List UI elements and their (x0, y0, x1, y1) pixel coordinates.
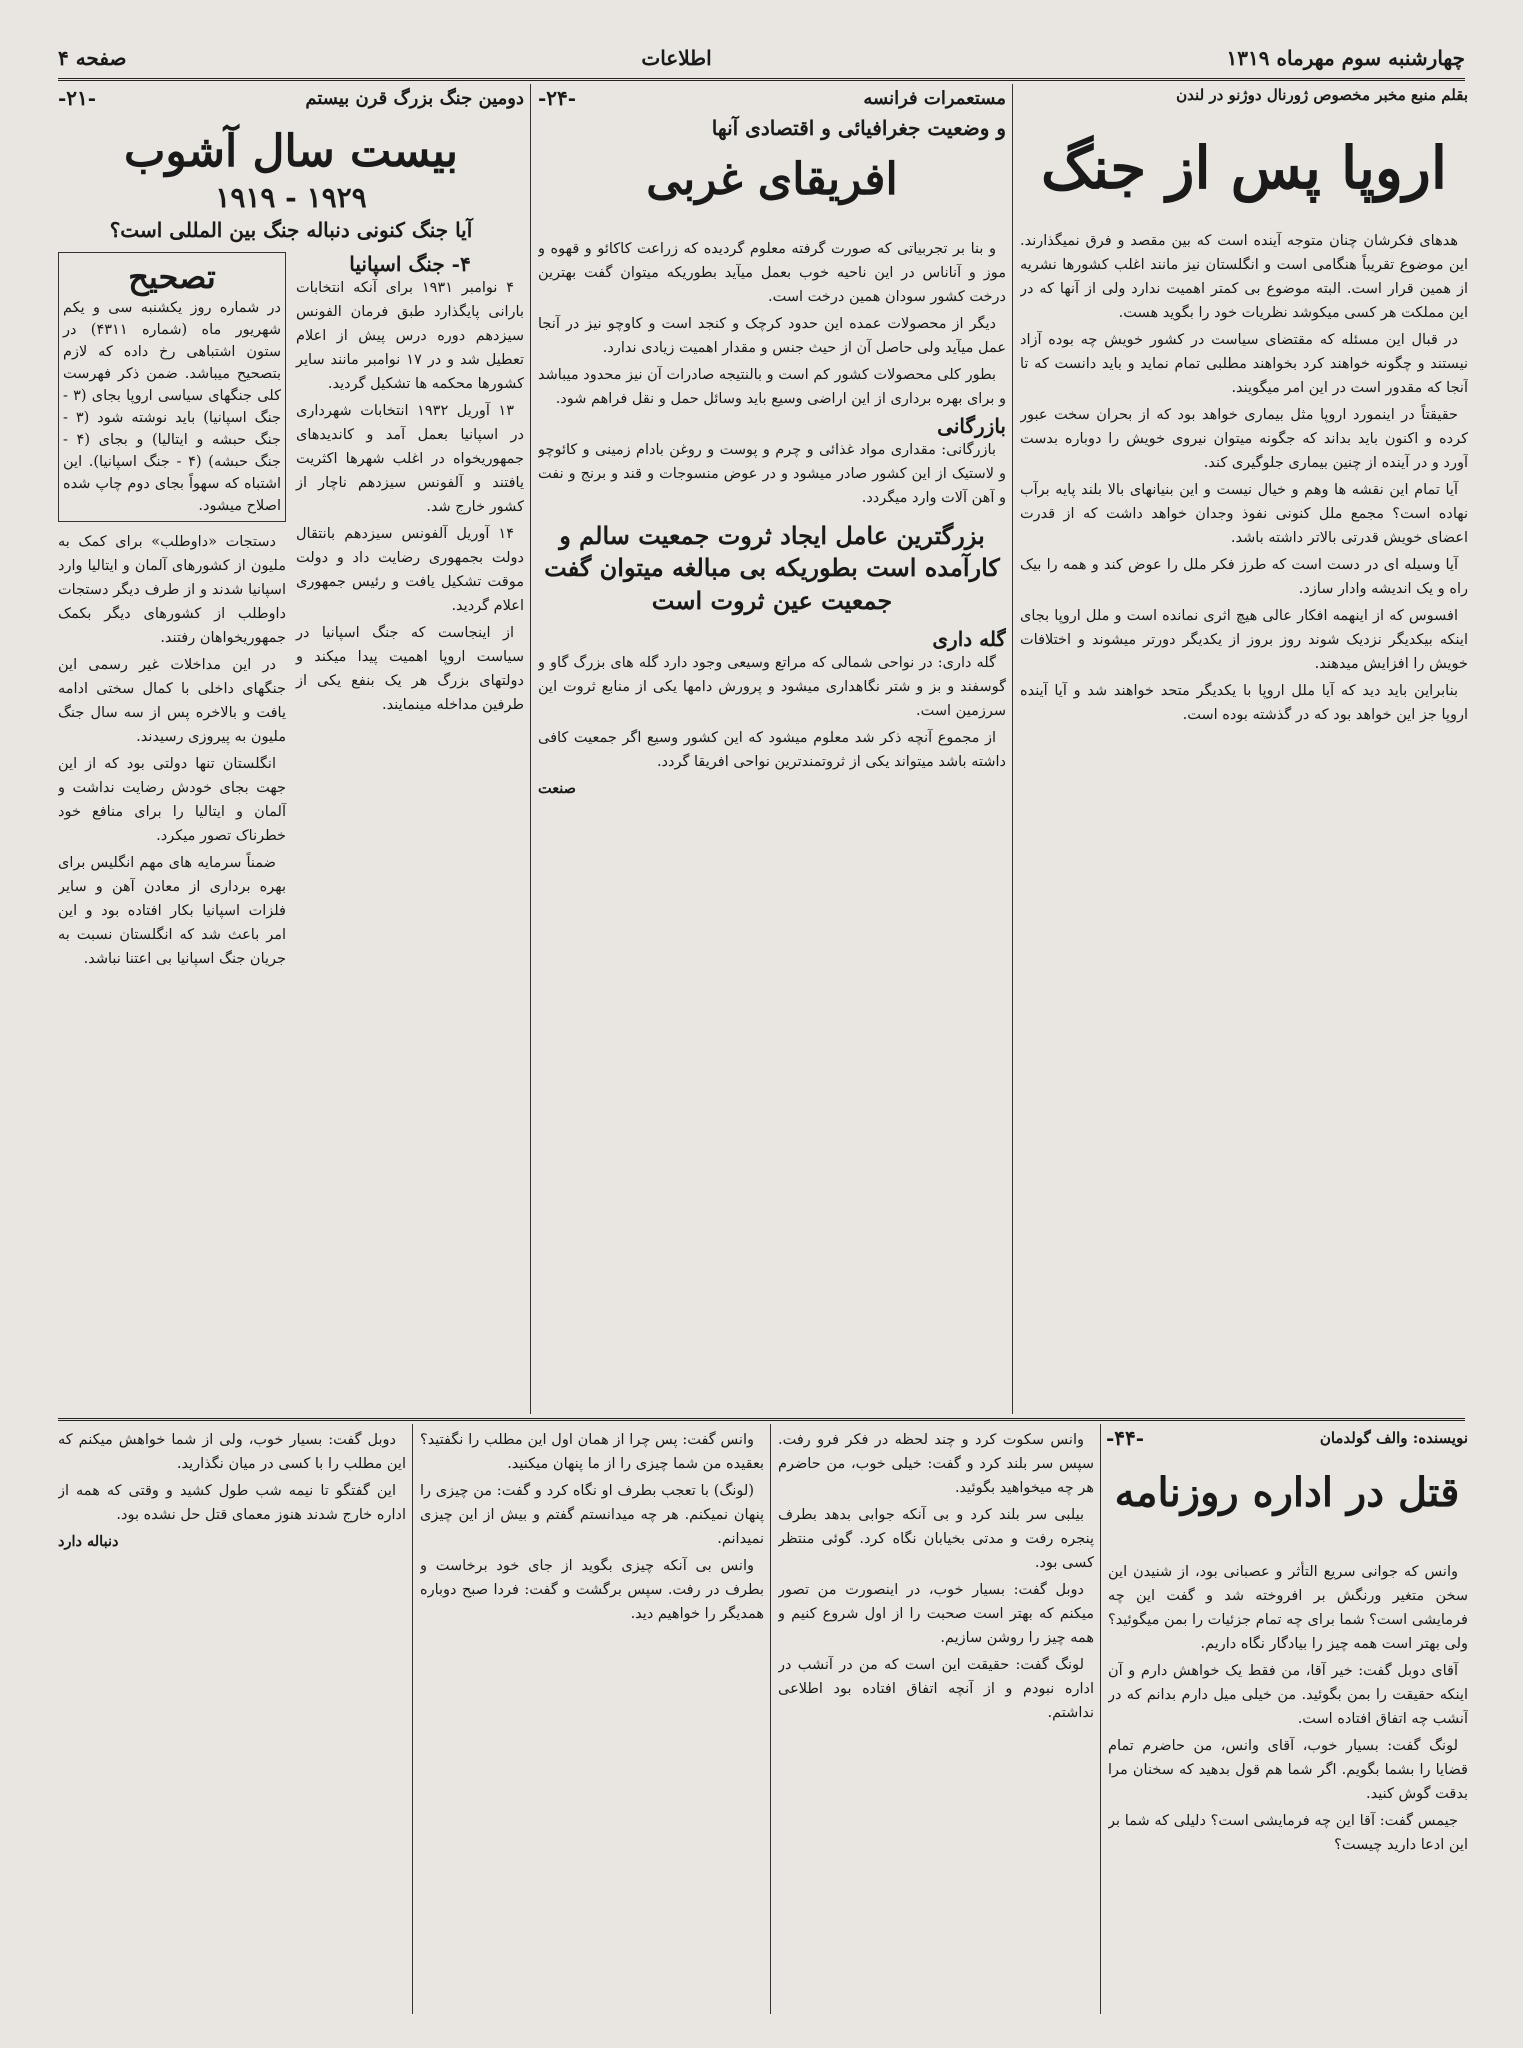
section-divider (58, 1418, 1465, 1421)
europe-paragraph: در قبال این مسئله که مقتضای سیاست در کشور خویش چه بوده آزاد نیستند و چگونه خواهند کرد بخواهند مطلبی تمام نماید و باید دانست که تا آنجا که مقدور است در این امر میگویند. (1020, 331, 1468, 396)
twenty-years-years: ۱۹۲۹ - ۱۹۱۹ (215, 181, 367, 214)
africa-subtitle: و وضعیت جغرافیائی و اقتصادی آنها (711, 116, 1006, 140)
column-rule (1100, 1424, 1101, 2014)
header-paper-name: اطلاعات (641, 46, 712, 70)
serial-paragraph: جیمس گفت: آقا این چه فرمایشی است؟ دلیلی که شما بر این ادعا دارید چیست؟ (1108, 1813, 1468, 1853)
serial-paragraph: وانس گفت: پس چرا از همان اول این مطلب را نگفتید؟ بعقیده من شما چیزی را از ما پنهان میکنید. (420, 1432, 764, 1472)
correction-title: تصحیح (128, 257, 216, 296)
column-rule (530, 84, 531, 1414)
correction-text: در شماره روز یکشنبه سی و یکم شهریور ماه (شماره ۴۳۱۱) در ستون اشتباهی رخ داده که لازم بتصحیح میباشد. ضمن ذکر فهرست کلی جنگهای سیاسی اروپا بجای (۳ - جنگ اسپانیا) باید نوشته شود (۳ - جنگ حبشه و ایتالیا) و بجای (۴ - جنگ حبشه) (۴ - جنگ اسپانیا). این اشتباه که سهواً بجای دوم چاپ شده اصلاح میشود. (63, 299, 281, 514)
africa-paragraph: و بنا بر تجربیاتی که صورت گرفته معلوم گردیده که زراعت کاکائو و قهوه و موز و آناناس در این ناحیه خوب بعمل میآید بطوریکه میتوان گفت بهترین درخت کشور سودان همین درخت است. (538, 241, 1006, 305)
twenty-years-paragraph: در این مداخلات غیر رسمی این جنگهای داخلی با کمال سختی ادامه یافت و بالاخره پس از سه سال جنگ ملیون به پیروزی رسیدند. (58, 656, 286, 745)
twenty-years-paragraph: دستجات «داوطلب» برای کمک به ملیون از کشورهای آلمان و ایتالیا وارد اسپانیا شدند و از طرف دیگر دستجات داوطلب از کشورهای دیگر بکمک جمهوریخواهان رفتند. (58, 533, 286, 646)
serial-column-2 (778, 1428, 1094, 2010)
column-rule (770, 1424, 771, 2014)
africa-signature: صنعت (538, 780, 576, 798)
serial-paragraph: بیلبی سر بلند کرد و بی آنکه جوابی بدهد بطرف پنجره رفت و مدتی بخیابان نگاه کرد. گوئی منتظر کسی بود. (778, 1507, 1094, 1571)
serial-paragraph: دوبل گفت: بسیار خوب، در اینصورت من تصور میکنم که بهتر است صحبت را از اول شروع کنیم و همه چیز را روشن سازیم. (778, 1582, 1094, 1646)
africa-paragraph: بازرگانی: مقداری مواد غذائی و چرم و پوست و روغن بادام زمینی و کائوچو و لاستیک از این کشور صادر میشود و در عوض منسوجات و قند و برنج و نفت و آهن آلات وارد میگردد. (538, 442, 1006, 506)
africa-headline: افریقای غربی (646, 154, 898, 205)
africa-paragraph: دیگر از محصولات عمده این حدود کرچک و کنجد است و کاوچو نیز در آنجا عمل میآید ولی حاصل آن از حیث جنس و مقدار اهمیت زیادی ندارد. (538, 316, 1006, 356)
serial-column-4 (58, 1428, 406, 2010)
article-africa (538, 86, 1006, 1412)
article-twenty-years (58, 86, 524, 1412)
africa-kicker: مستعمرات فرانسه (863, 87, 1006, 109)
africa-paragraph: از مجموع آنچه ذکر شد معلوم میشود که این کشور وسیع اگر جمعیت کافی داشته باشد میتواند یکی از ثروتمندترین نواحی افریقا گردد. (538, 730, 1006, 771)
header-date: چهارشنبه سوم مهرماه ۱۳۱۹ (1226, 46, 1465, 70)
africa-page-number: -۲۴- (538, 86, 577, 110)
twenty-years-paragraph: ۴ نوامبر ۱۹۳۱ برای آنکه انتخابات بارانی پایگذارد طبق فرمان الفونس سیزدهم دوره درس پیش از اعلام تعطیل شد و در ۱۷ نوامبر مانند سایر کشورها محکمه ها تشکیل گردید. (296, 279, 524, 392)
twenty-years-headline: بیست سال آشوب (123, 126, 459, 177)
page-header (58, 38, 1465, 81)
serial-paragraph: لونگ گفت: حقیقت این است که من در آنشب در اداره نبودم و از آنچه اتفاق افتاده بود اطلاعی نداشتم. (778, 1657, 1094, 1721)
twenty-years-body-left (58, 252, 286, 974)
africa-livestock-heading: گله داری (932, 627, 1006, 652)
serial-column-1 (1108, 1560, 1468, 2010)
europe-paragraph: بنابراین باید دید که آیا ملل اروپا با یکدیگر متحد خواهند شد و آیا آینده اروپا جز این خواهد بود که در گذشته بوده است. (1020, 682, 1468, 723)
twenty-years-paragraph: ضمناً سرمایه های مهم انگلیس برای بهره برداری از معادن آهن و سایر فلزات اسپانیا بکار افتاده بود و این امر باعث شد که انگلستان نسبت به جریان جنگ اسپانیا بی اعتنا نباشد. (58, 854, 286, 967)
serial-continued: دنباله دارد (58, 1533, 119, 1550)
serial-author: نویسنده: والف گولدمان (1319, 1429, 1468, 1447)
twenty-years-body-right (296, 252, 524, 974)
europe-paragraph: هدهای فکرشان چنان متوجه آینده است که بین مقصد و فرق نمیگذارند. این موضوع تقریباً هنگامی است و انگلستان نیز مانند اغلب کشورها نشریه از همین قرار است. البته موضوع بی کمتر اهمیت ندارد ولی از آنها که در این مملکت هر کسی میکوشد نظریات خود را بگوید هست. (1020, 232, 1468, 321)
twenty-years-page-number: -۲۱- (58, 86, 97, 110)
serial-paragraph: آقای دوبل گفت: خیر آقا، من فقط یک خواهش دارم و آن اینکه حقیقت را بمن بگوئید. من خیلی میل دارم بدانم که در آنشب چه اتفاق افتاده است. (1108, 1663, 1468, 1727)
serial-paragraph: وانس که جوانی سریع التأثر و عصبانی بود، از شنیدن این سخن متغیر ورنگش بر افروخته شد و گفت این چه فرمایشی است؟ شما برای چه تمام جزئیات را بمن میگوئید؟ ولی بهتر است همه چیز را بیادگار نگاه داریم. (1108, 1564, 1468, 1652)
serial-paragraph: وانس بی آنکه چیزی بگوید از جای خود برخاست و بطرف در رفت. سپس برگشت و گفت: فردا صبح دوباره همدیگر را خواهیم دید. (420, 1558, 764, 1622)
twenty-years-section-heading: ۴- جنگ اسپانیا (349, 251, 471, 276)
twenty-years-paragraph: ۱۳ آوریل ۱۹۳۲ انتخابات شهرداری در اسپانیا بعمل آمد و کاندیدهای جمهوریخواه در اغلب شهرها اکثریت یافتند و آلفونس سیزدهم ناچار از کشور خارج شد. (296, 402, 524, 515)
correction-box (58, 252, 286, 522)
serial-column-3 (420, 1428, 764, 2010)
serial-page-number: -۴۴- (1106, 1426, 1145, 1450)
europe-paragraph: آیا تمام این نقشه ها وهم و خیال نیست و این بنیانهای بالا بلند پایه برآب نهاده است؟ مجمع ملل کنونی نفوذ وجدان خواهد داشت که از قدرت اعضای خویش قدرتی بالاتر داشته باشد. (1020, 481, 1468, 546)
europe-byline: بقلم منبع مخبر مخصوص ژورنال دوژنو در لندن (1176, 86, 1468, 104)
twenty-years-paragraph: از اینجاست که جنگ اسپانیا در سیاست اروپا اهمیت پیدا میکند و دولتهای بزرگ هر یک بنفع یکی از طرفین مداخله مینمایند. (296, 624, 524, 713)
twenty-years-paragraph: ۱۴ آوریل آلفونس سیزدهم بانتقال دولت بجمهوری رضایت داد و دولت موقت تشکیل یافت و رئیس جمهوری اعلام گردید. (296, 525, 524, 614)
serial-paragraph: لونگ گفت: بسیار خوب، آقای وانس، من حاضرم تمام قضایا را بشما بگویم. اگر شما هم قول بدهید که سخنان مرا بدقت گوش کنید. (1108, 1738, 1468, 1802)
europe-paragraph: آیا وسیله ای در دست است که طرز فکر ملل را عوض کند و همه را بیک راه و یک اندیشه وادار سازد. (1020, 556, 1468, 597)
europe-headline: اروپا پس از جنگ (1041, 134, 1447, 202)
europe-paragraph: افسوس که از اینهمه افکار عالی هیچ اثری نمانده است و ملل اروپا بجای اینکه بیکدیگر نزدیک شوند روز بروز از یکدیگر دورتر میشوند و اختلافات خویش را افزایش میدهند. (1020, 607, 1468, 672)
twenty-years-question: آیا جنگ کنونی دنباله جنگ بین المللی است؟ (109, 217, 473, 242)
twenty-years-paragraph: انگلستان تنها دولتی بود که از این جهت بجای خودش رضایت نداشت و آلمان و ایتالیا را برای منافع خود خطرناک تصور میکرد. (58, 755, 286, 844)
twenty-years-kicker: دومین جنگ بزرگ قرن بیستم (305, 87, 524, 109)
serial-paragraph: دوبل گفت: بسیار خوب، ولی از شما خواهش میکنم که این مطلب را با کسی در میان نگذارید. (58, 1432, 406, 1472)
africa-highlight: بزرگترین عامل ایجاد ثروت جمعیت سالم و کارآمده است بطوریکه بی مبالغه میتوان گفت جمعیت عین ثروت است (544, 521, 1000, 615)
europe-body (1020, 229, 1468, 727)
africa-paragraph: بطور کلی محصولات کشور کم است و بالنتیجه صادرات آن نیز محدود میباشد و برای بهره برداری از این اراضی وسیع باید وسائل حمل و نقل فراهم شود. (538, 367, 1006, 407)
serial-paragraph: (لونگ) با تعجب بطرف او نگاه کرد و گفت: من چیزی را پنهان نمیکنم. هر چه میدانستم گفتم و بیش از این چیزی نمیدانم. (420, 1483, 764, 1547)
europe-paragraph: حقیقتاً در اینمورد اروپا مثل بیماری خواهد بود که از بحران سخت عبور کرده و اکنون باید بداند که جگونه میتوان نیروی خویش را دوباره بدست آورد و در آینده از چنین بیماری جلوگیری کند. (1020, 406, 1468, 471)
serial-headline: قتل در اداره روزنامه (1114, 1469, 1460, 1516)
africa-paragraph: گله داری: در نواحی شمالی که مراتع وسیعی وجود دارد گله های بزرگ گاو و گوسفند و بز و شتر نگاهداری میشود و پرورش دامها یکی از منابع ثروت این سرزمین است. (538, 655, 1006, 720)
serial-paragraph: وانس سکوت کرد و چند لحظه در فکر فرو رفت. سپس سر بلند کرد و گفت: خیلی خوب، من حاضرم هر چه میخواهید بگوئید. (778, 1432, 1094, 1496)
africa-body (538, 237, 1006, 801)
africa-trade-heading: بازرگانی (937, 414, 1006, 438)
header-page-label: صفحه ۴ (58, 46, 127, 70)
serial-paragraph: این گفتگو تا نیمه شب طول کشید و وقتی که همه از اداره خارج شدند هنوز معمای قتل حل نشده بود. (58, 1483, 406, 1523)
column-rule (412, 1424, 413, 2014)
article-europe (1020, 86, 1468, 1412)
column-rule (1012, 84, 1013, 1414)
